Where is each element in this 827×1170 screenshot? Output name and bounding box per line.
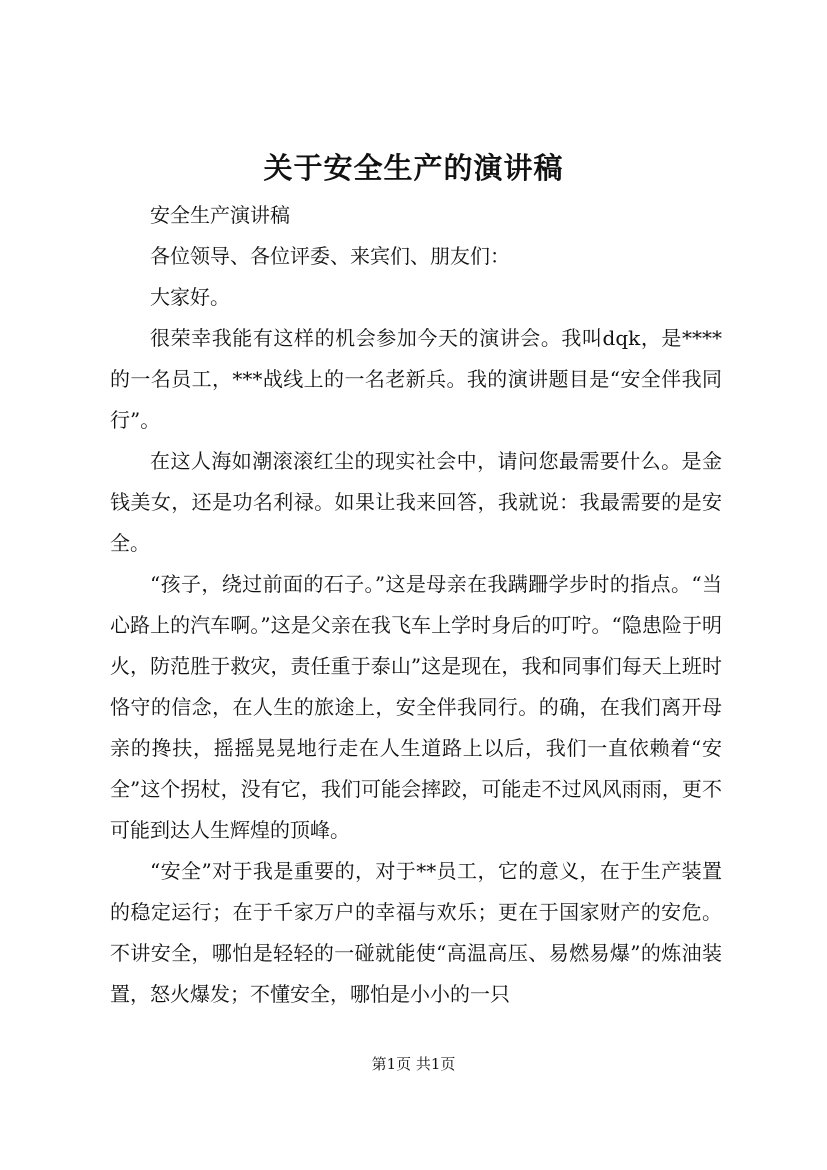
paragraph-question: 在这人海如潮滚滚红尘的现实社会中，请问您最需要什么。是金钱美女，还是功名利禄。如果让我来回答，我就说：我最需要的是安全。 (110, 449, 722, 555)
paragraph-intro: 很荣幸我能有这样的机会参加今天的演讲会。我叫dqk，是****的一名员工，***战线上的一名老新兵。我的演讲题目是“安全伴我同行”。 (110, 326, 722, 432)
paragraph-salutation: 各位领导、各位评委、来宾们、朋友们： (150, 244, 510, 268)
paragraph-childhood: “孩子，绕过前面的石子。”这是母亲在我蹒跚学步时的指点。“当心路上的汽车啊。”这是父亲在我飞车上学时身后的叮咛。“隐患险于明火，防范胜于救灾，责任重于泰山”这是现在，我和同事们每天上班时恪守的信念，在人生的旅途上，安全伴我同行。的确，在我们离开母亲的搀扶，摇摇晃晃地行走在人生道路上以后，我们一直依赖着“安全”这个拐杖，没有它，我们可能会摔跤，可能走不过风风雨雨，更不可能到达人生辉煌的顶峰。 (110, 572, 722, 842)
document-title: 关于安全生产的演讲稿 (263, 151, 564, 185)
paragraph-subtitle: 安全生产演讲稿 (150, 203, 290, 227)
paragraph-greeting: 大家好。 (150, 285, 230, 309)
document-body (110, 195, 722, 1006)
page-footer: 第1页 共1页 (371, 1055, 456, 1073)
paragraph-importance: “安全”对于我是重要的，对于**员工，它的意义，在于生产装置的稳定运行；在于千家万户的幸福与欢乐；更在于国家财产的安危。不讲安全，哪怕是轻轻的一碰就能使“高温高压、易燃易爆”的炼油装置，怒火爆发；不懂安全，哪怕是小小的一只 (110, 859, 722, 1006)
